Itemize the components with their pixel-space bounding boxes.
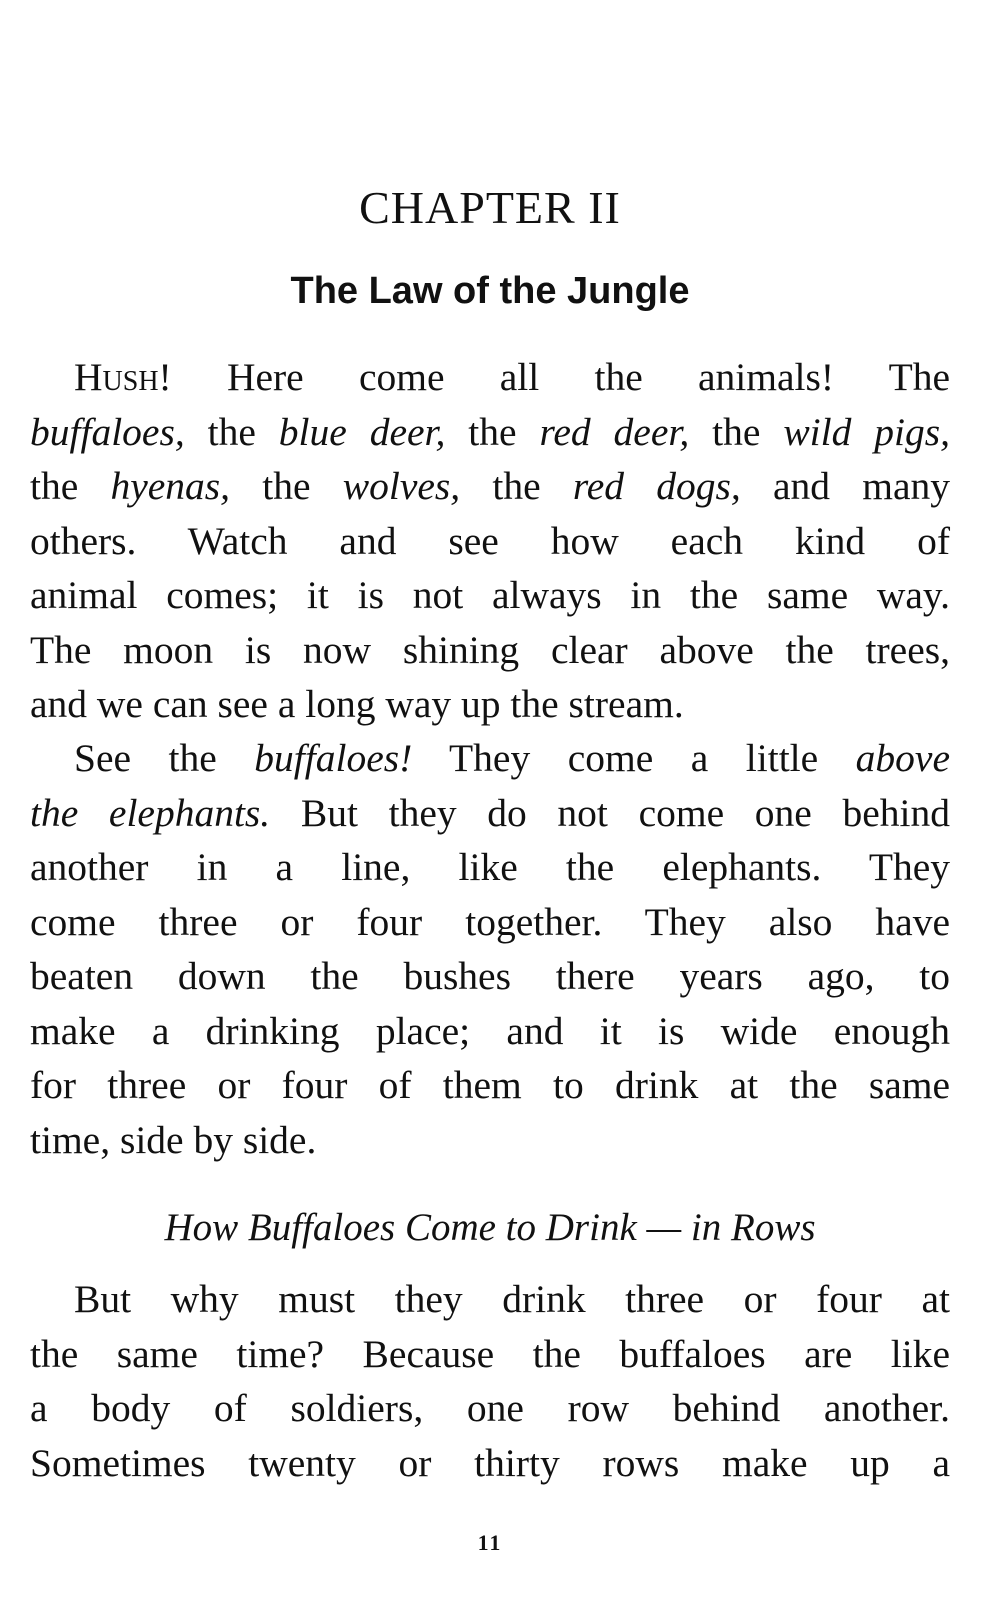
text-span: the	[230, 464, 343, 508]
text-span: ! Here come all the animals! The	[158, 355, 950, 399]
text-span: the	[689, 409, 784, 454]
paragraph-1-line-7: and we can see a long way up the stream.	[30, 682, 684, 726]
section-heading: How Buffaloes Come to Drink — in Rows	[164, 1206, 816, 1249]
italic-term: the elephants.	[30, 790, 271, 835]
chapter-title: The Law of the Jungle	[290, 270, 690, 312]
paragraph-2-line-4: come three or four together. They also have	[30, 899, 950, 944]
text-span: the	[460, 464, 573, 508]
paragraph-2-line-6: make a drinking place; and it is wide enough	[30, 1008, 950, 1053]
paragraph-1-line-3	[30, 459, 950, 514]
text-span: the	[30, 464, 111, 508]
chapter-number: CHAPTER II	[359, 182, 621, 233]
paragraph-1-line-2	[30, 405, 950, 460]
italic-term: buffaloes,	[30, 409, 185, 454]
book-page	[30, 0, 950, 1601]
paragraph-3-line-1: But why must they drink three or four at	[74, 1277, 950, 1321]
opening-word: Hush	[74, 355, 159, 399]
text-span: See the	[74, 736, 255, 780]
text-span: and many	[740, 464, 950, 508]
text-span: the	[445, 409, 540, 454]
paragraph-1-line-4: others. Watch and see how each kind of	[30, 518, 950, 563]
paragraph-2-line-1	[30, 731, 950, 786]
paragraph-2	[30, 731, 950, 1167]
paragraph-2-line-8: time, side by side.	[30, 1117, 317, 1162]
italic-term: buffaloes!	[254, 736, 413, 780]
italic-term: red deer,	[539, 409, 690, 454]
text-span: the	[184, 409, 279, 454]
paragraph-1	[30, 350, 950, 732]
italic-term: above	[855, 736, 950, 780]
italic-term: hyenas,	[110, 464, 231, 508]
page-number: 11	[477, 1530, 503, 1555]
italic-term: blue deer,	[278, 409, 446, 454]
paragraph-1-line-1	[30, 350, 950, 405]
paragraph-3-line-3: a body of soldiers, one row behind another.	[30, 1386, 950, 1430]
paragraph-2-line-3: another in a line, like the elephants. They	[30, 845, 950, 889]
italic-term: red dogs,	[572, 464, 741, 508]
italic-term: wild pigs,	[783, 409, 950, 454]
paragraph-1-line-6: The moon is now shining clear above the trees,	[30, 627, 950, 672]
text-span: But they do not come one behind	[270, 790, 950, 835]
paragraph-2-line-7: for three or four of them to drink at the same	[30, 1063, 950, 1107]
italic-term: wolves,	[342, 464, 461, 508]
paragraph-3-line-4: Sometimes twenty or thirty rows make up a	[30, 1440, 950, 1485]
paragraph-3-line-2: the same time? Because the buffaloes are like	[30, 1331, 950, 1376]
paragraph-2-line-2	[30, 786, 950, 841]
paragraph-2-line-5: beaten down the bushes there years ago, to	[30, 954, 950, 998]
paragraph-3	[30, 1272, 950, 1490]
text-span: They come a little	[412, 736, 856, 780]
paragraph-1-line-5: animal comes; it is not always in the same way.	[30, 573, 950, 617]
